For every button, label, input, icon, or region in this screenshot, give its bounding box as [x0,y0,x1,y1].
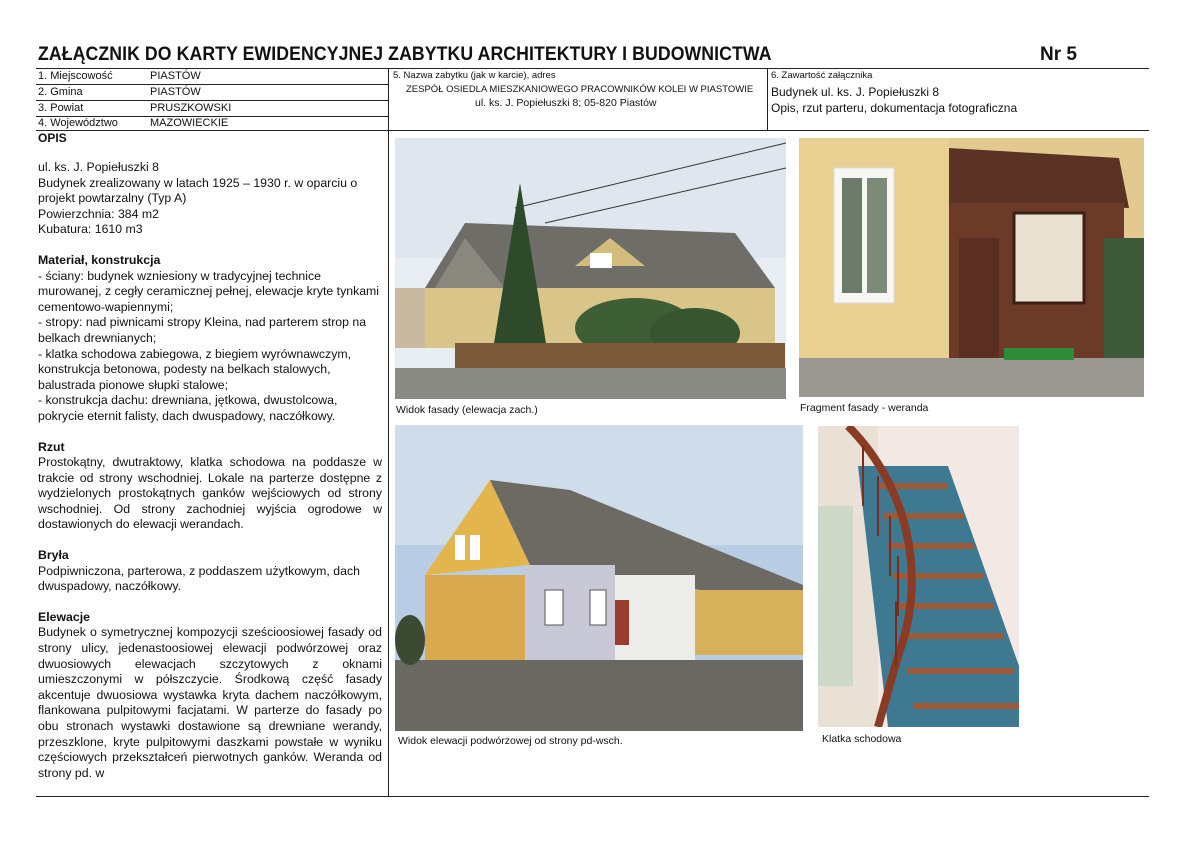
caption-courtyard-elevation: Widok elewacji podwórzowej od strony pd-wsch. [398,735,623,747]
field-value-nazwa-line1: ZESPÓŁ OSIEDLA MIESZKANIOWEGO PRACOWNIKÓW KOLEI W PIASTOWIE [406,84,754,95]
intro-address: ul. ks. J. Popiełuszki 8 [38,160,159,174]
caption-facade-west: Widok fasady (elewacja zach.) [396,404,538,416]
field-value-powiat: PRUSZKOWSKI [150,102,232,114]
field-label-gmina: 2. Gmina [38,86,83,98]
photo-staircase [818,426,1019,727]
field-value-miejscowosc: PIASTÓW [150,70,201,82]
description-heading: OPIS [38,131,67,145]
elewacje-text: Budynek o symetrycznej kompozycji sześcioosiowej fasady od strony ulicy, jedenastoosiowej elewacji podwórzowej oraz dwuosiowych elewacjach szczytowych z oknami umieszczonymi w półszczycie. Środkową część fasady akcentuje dwuosiowa wystawka kryta dachem naczółkowym, flankowana pulpitowymi facjatami. W parterze do fasady po obu stronach wystawki dostawione są drewniane werandy, przeszklone, kryte pulpitowymi daszkami powstałe w wyniku częściowych przekształceń pierwotnych ganków. Weranda od strony pd. w [38,625,382,780]
material-item: - stropy: nad piwnicami stropy Kleina, nad parterem strop na belkach drewnianych; [38,315,367,345]
field-label-nazwa: 5. Nazwa zabytku (jak w karcie), adres [393,70,556,81]
footer-rule [36,796,1149,797]
section-heading-bryla: Bryła [38,548,69,563]
intro-realization: Budynek zrealizowany w latach 1925 – 1930 r. w oparciu o projekt powtarzalny (Typ A) [38,175,358,206]
section-heading-elewacje: Elewacje [38,609,90,624]
caption-veranda: Fragment fasady - weranda [800,402,929,414]
material-item: - klatka schodowa zabiegowa, z biegiem wyrównawczym, konstrukcja betonowa, podesty na belkach stalowych, balustrada pionowe słupki stalowe; [38,346,352,392]
photo-facade-west [395,138,786,399]
intro-area: Powierzchnia: 384 m2 [38,206,159,221]
field-value-nazwa-line2: ul. ks. J. Popiełuszki 8; 05-820 Piastów [475,97,657,109]
intro-volume: Kubatura: 1610 m3 [38,222,143,237]
bryla-text: Podpiwniczona, parterowa, z poddaszem użytkowym, dach dwuspadowy, naczółkowy. [38,563,360,594]
document-title: ZAŁĄCZNIK DO KARTY EWIDENCYJNEJ ZABYTKU ARCHITEKTURY I BUDOWNICTWA [38,44,772,65]
description-text [38,146,382,795]
material-item: - konstrukcja dachu: drewniana, jętkowa, dwustolcowa, pokrycie eternit falisty, dach dwuspadowy, naczółkowy. [38,393,338,423]
row-divider [36,100,388,101]
rzut-text: Prostokątny, dwutraktowy, klatka schodowa na poddasze w trakcie od strony wschodniej. Lokale na parterze dostępne z wydzielonych prostokątnych ganków wejściowych od strony wschodniej. Od strony zachodniej wyjścia ogrodowe w dostawionych do elewacji werandach. [38,455,382,532]
row-divider [36,84,388,85]
table-bottom-rule [36,130,1149,131]
material-item: - ściany: budynek wzniesiony w tradycyjnej technice murowanej, z cegły ceramicznej pełnej, elewacje kryte tynkami cementowo-wapiennymi; [38,268,380,314]
photo-veranda [799,138,1144,397]
caption-staircase: Klatka schodowa [822,733,902,745]
header-rule [36,68,1149,69]
column-divider [767,68,768,130]
field-label-powiat: 3. Powiat [38,102,84,114]
document-number: Nr 5 [1040,44,1077,65]
field-value-gmina: PIASTÓW [150,86,201,98]
field-value-zawartosc-line2: Opis, rzut parteru, dokumentacja fotograficzna [771,101,1018,115]
field-label-miejscowosc: 1. Miejscowość [38,70,113,82]
section-heading-material: Materiał, konstrukcja [38,252,161,267]
field-value-wojewodztwo: MAZOWIECKIE [150,117,229,129]
field-label-wojewodztwo: 4. Województwo [38,117,118,129]
column-divider [388,68,389,796]
photo-courtyard-elevation [395,425,803,731]
field-value-zawartosc-line1: Budynek ul. ks. J. Popiełuszki 8 [771,85,940,99]
section-heading-rzut: Rzut [38,439,65,454]
field-label-zawartosc: 6. Zawartość załącznika [771,70,873,81]
